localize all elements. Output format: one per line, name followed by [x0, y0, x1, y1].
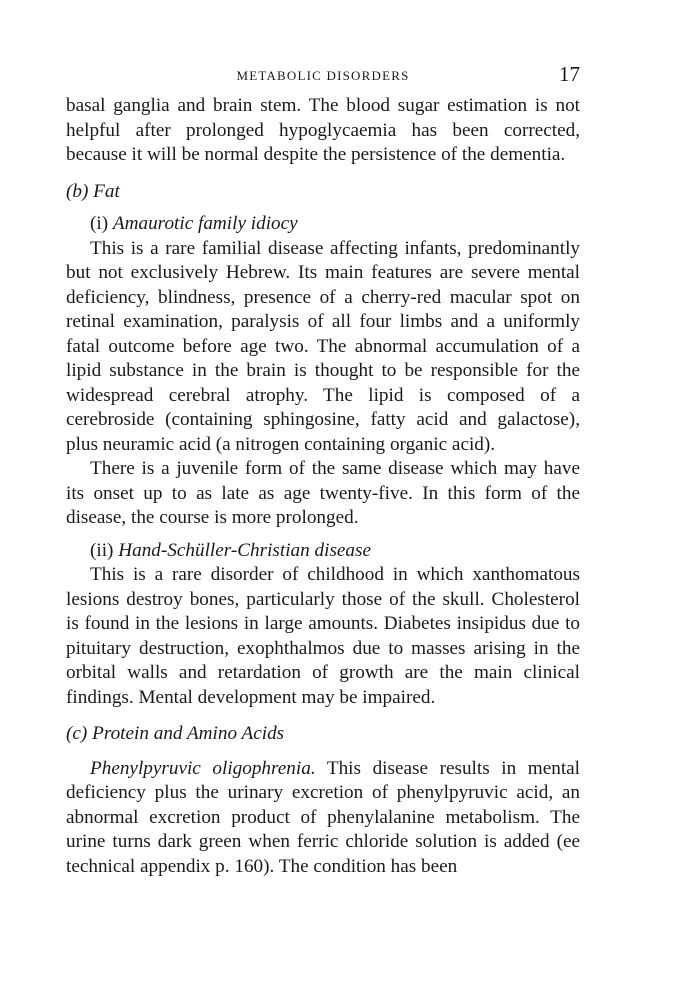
section-title: Fat [93, 180, 120, 202]
section-marker: (c) [66, 723, 88, 744]
subsection-title: Amaurotic family idiocy [112, 213, 298, 234]
section-marker: (b) [66, 180, 89, 202]
paragraph-phenylpyruvic [66, 757, 580, 880]
subsection-marker: (ii) [90, 539, 114, 561]
section-title: Protein and Amino Acids [92, 723, 285, 744]
subsection-heading-hand-schuller [66, 539, 580, 564]
subsection-title: Hand-Schüller-Christian disease [118, 539, 372, 561]
subsection-heading-amaurotic [66, 212, 580, 237]
book-page [66, 0, 580, 879]
paragraph-lead-term: Phenylpyruvic oligophrenia. [90, 757, 316, 779]
paragraph-intro: basal ganglia and brain stem. The blood sugar estimation is not helpful after prolonged hypoglycaemia has been corrected, because it will be normal despite the persistence of the dementia. [66, 95, 580, 165]
paragraph-hand-schuller: This is a rare disorder of childhood in which xanthomatous lesions destroy bones, particularly those of the skull. Cholesterol is found in the lesions in large amounts. Diabetes insipidus due to pituitary destruction, exophthalmos due to masses arising in the orbital walls and retardation of growth are the main clinical findings. Mental development may be impaired. [66, 564, 580, 708]
paragraph-amaurotic-1: This is a rare familial disease affecting infants, predominantly but not exclusively Hebrew. Its main features are severe mental deficiency, blindness, presence of a cherry-red macular spot on retinal examination, paralysis of all four limbs and a uniformly fatal outcome before age two. The abnormal accumulation of a lipid substance in the brain is thought to be responsible for the widespread cerebral atrophy. The lipid is composed of a cerebroside (containing sphingosine, fatty acid and galactose), plus neuramic acid (a nitrogen containing organic acid). [66, 237, 580, 455]
paragraph-amaurotic-2: There is a juvenile form of the same disease which may have its onset up to as late as age twenty-five. In this form of the disease, the course is more prolonged. [66, 458, 580, 528]
page-number: 17 [559, 62, 580, 86]
section-heading-protein [66, 722, 580, 747]
subsection-marker: (i) [90, 213, 109, 234]
section-heading-fat [66, 180, 580, 205]
running-head [66, 62, 580, 92]
running-title: METABOLIC DISORDERS [236, 68, 410, 83]
paragraph-text: This disease results in mental deficiency plus the urinary excretion of phenylpyruvic acid, an abnormal excretion product of phenylalanine metabolism. The urine turns dark green when ferric chloride solution is added (ee technical appendix p. 160). The condition has been [66, 757, 580, 877]
